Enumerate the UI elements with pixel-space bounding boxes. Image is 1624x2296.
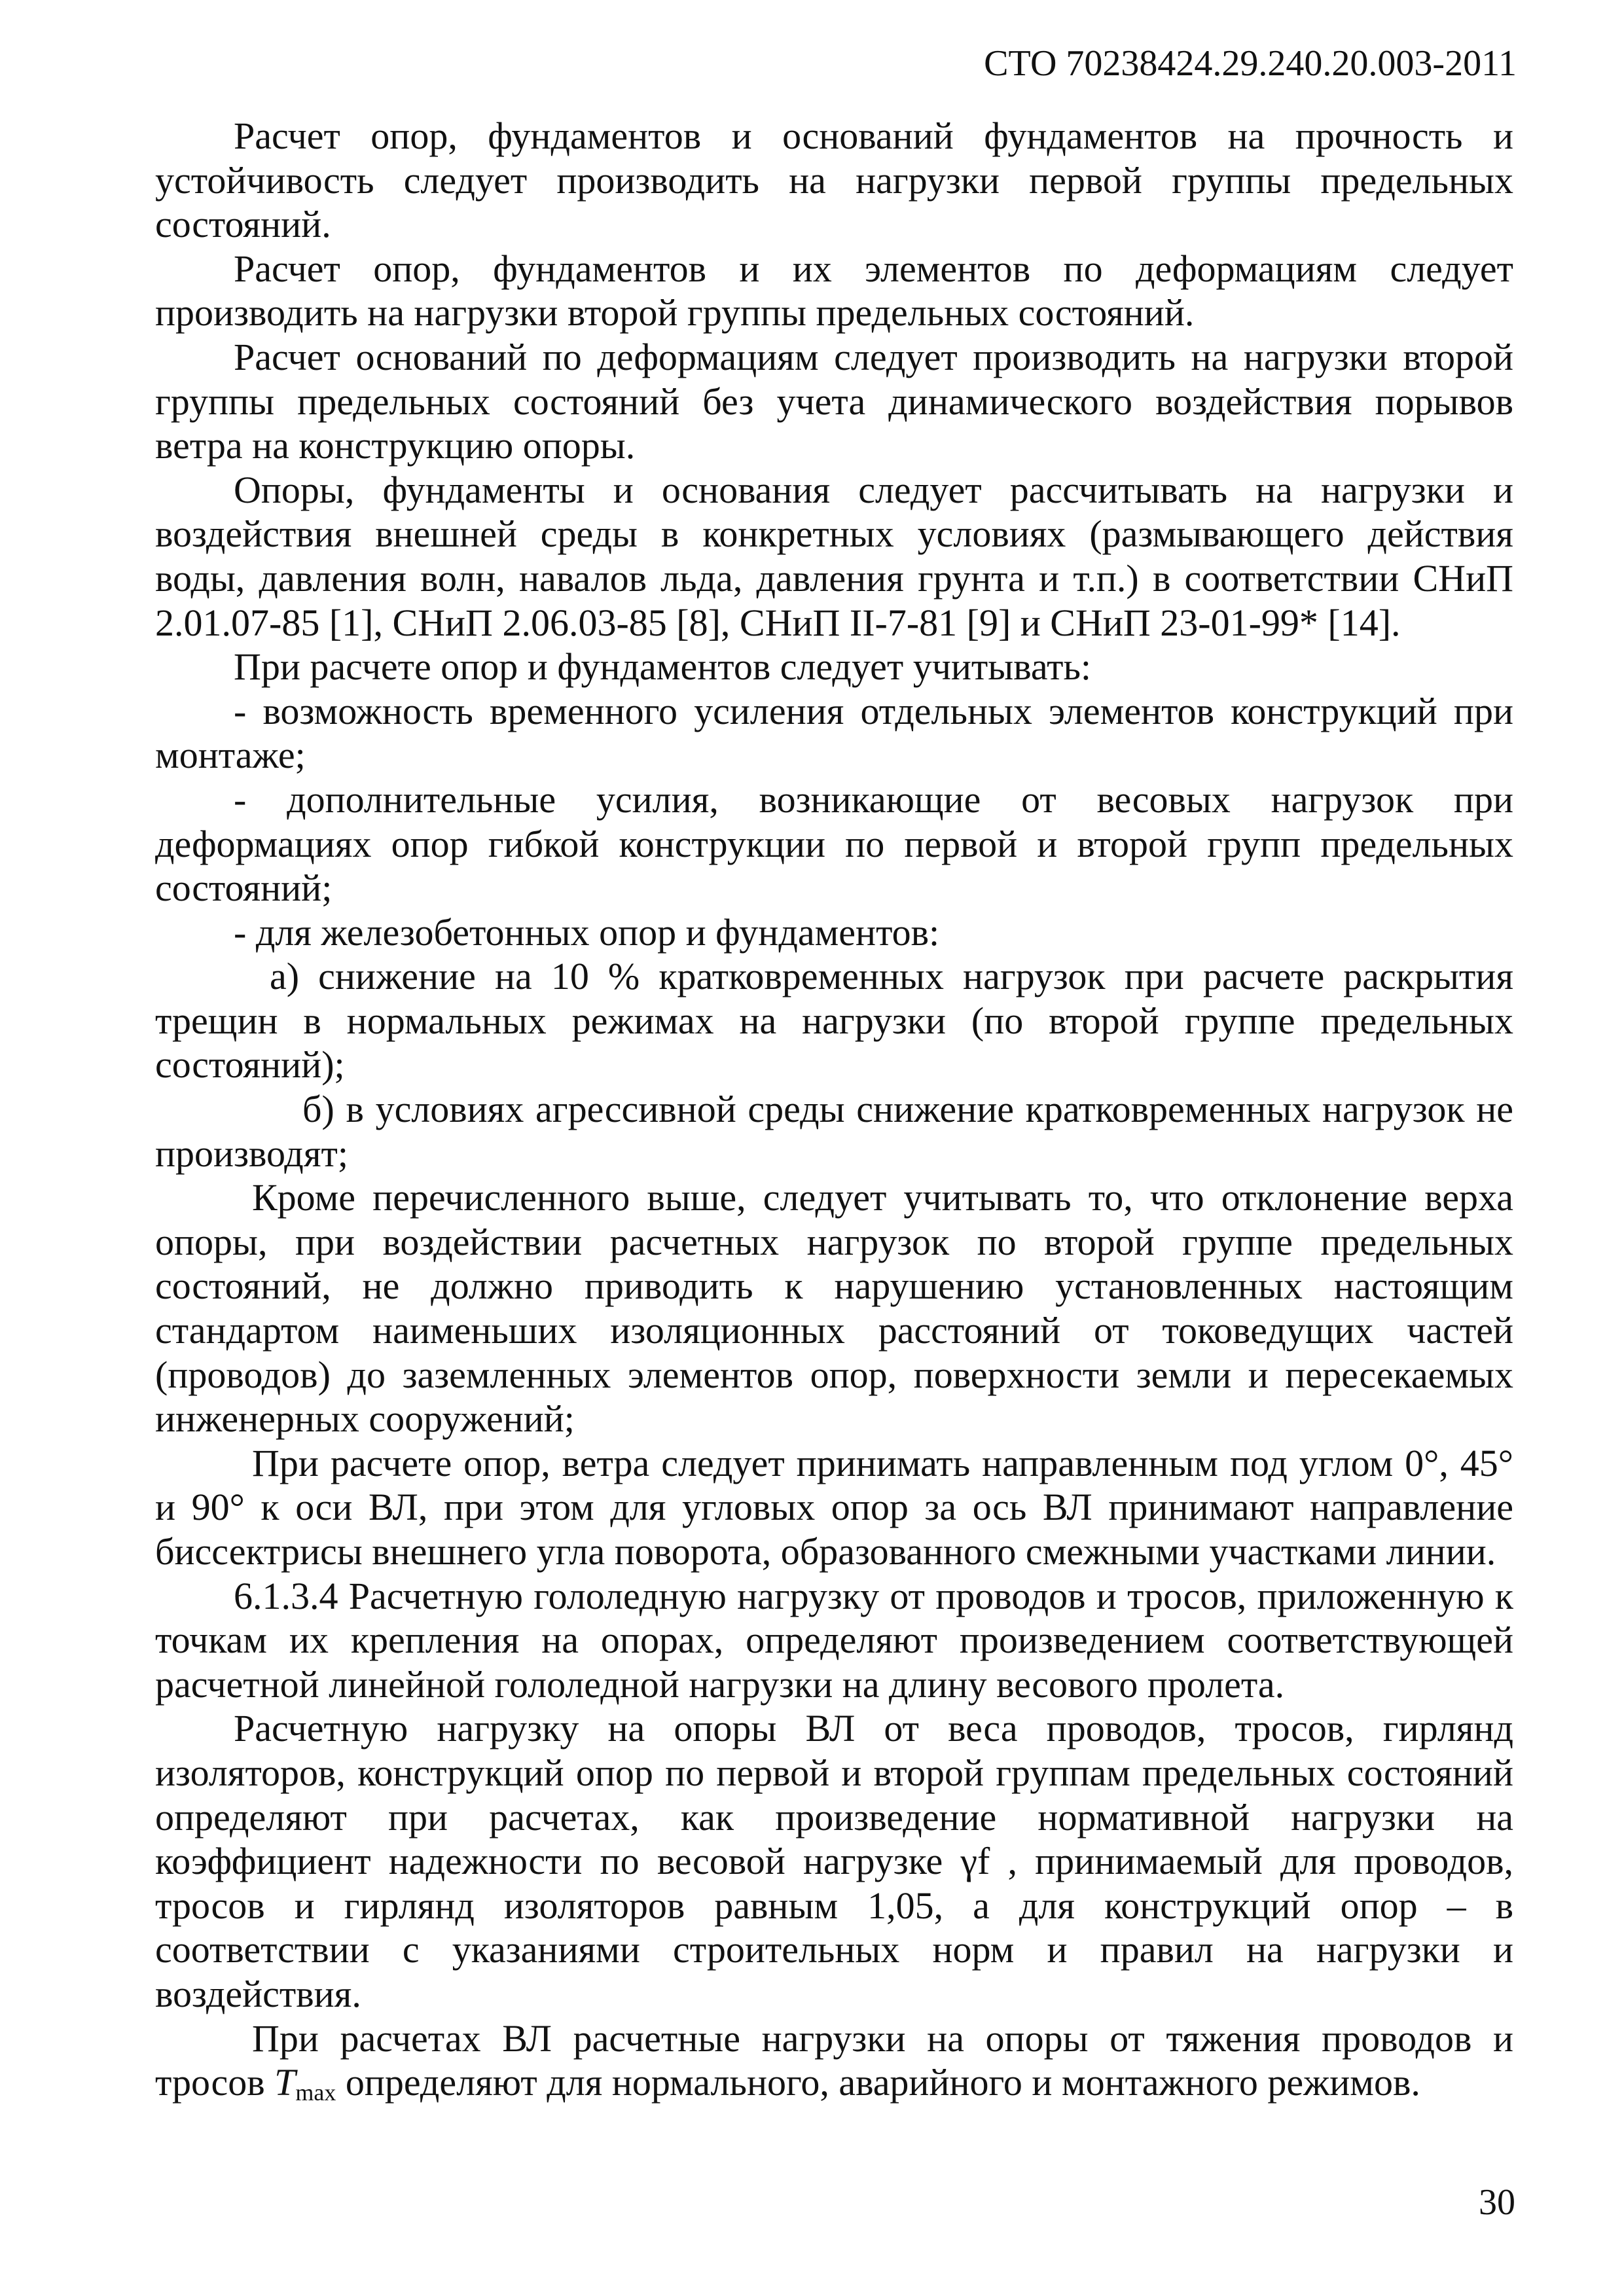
- paragraph: При расчете опор и фундаментов следует учитывать:: [234, 645, 1092, 689]
- text-run: определяют для нормального, аварийного и монтажного режимов.: [336, 2061, 1420, 2104]
- sub-list-item: б) в условиях агрессивной среды снижение кратковременных нагрузок не производят;: [155, 1088, 1513, 1175]
- page-number: 30: [1479, 2182, 1515, 2223]
- text-run: При расчетах ВЛ расчетные нагрузки на опоры от тяжения проводов и тросов: [155, 2017, 1513, 2104]
- sub-list-item: а) снижение на 10 % кратковременных нагрузок при расчете раскрытия трещин в нормальных режимах на нагрузки (по второй группе предельных состояний);: [155, 955, 1513, 1086]
- list-item: - дополнительные усилия, возникающие от весовых нагрузок при деформациях опор гибкой конструкции по первой и второй групп предельных состояний;: [155, 778, 1513, 910]
- paragraph-tension-loads: [155, 2017, 1513, 2105]
- document-code-header: СТО 70238424.29.240.20.003-2011: [984, 43, 1517, 84]
- list-item: - возможность временного усиления отдельных элементов конструкций при монтаже;: [155, 689, 1513, 777]
- paragraph: Опоры, фундаменты и основания следует рассчитывать на нагрузки и воздействия внешней среды в конкретных условиях (размывающего действия воды, давления волн, навалов льда, давления грунта и т.п.) в соответствии СНиП 2.01.07-85 [1], СНиП 2.06.03-85 [8], СНиП II-7-81 [9] и СНиП 23-01-99* [14].: [155, 468, 1513, 644]
- list-item: - для железобетонных опор и фундаментов:: [234, 910, 940, 954]
- paragraph: Кроме перечисленного выше, следует учитывать то, что отклонение верха опоры, при воздействии расчетных нагрузок по второй группе предельных состояний, не должно приводить к нарушению установленных настоящим стандартом наименьших изоляционных расстояний от токоведущих частей (проводов) до заземленных элементов опор, поверхности земли и пересекаемых инженерных сооружений;: [155, 1176, 1513, 1441]
- paragraph: Расчет опор, фундаментов и оснований фундаментов на прочность и устойчивость следует производить на нагрузки первой группы предельных состояний.: [155, 115, 1513, 246]
- paragraph: Расчет оснований по деформациям следует производить на нагрузки второй группы предельных состояний без учета динамического воздействия порывов ветра на конструкцию опоры.: [155, 335, 1513, 467]
- paragraph: 6.1.3.4 Расчетную гололедную нагрузку от проводов и тросов, приложенную к точкам их крепления на опорах, определяют произведением соответствующей расчетной линейной гололедной нагрузки на длину весового пролета.: [155, 1574, 1513, 1706]
- paragraph: При расчете опор, ветра следует принимать направленным под углом 0°, 45° и 90° к оси ВЛ, при этом для угловых опор за ось ВЛ принимают направление биссектрисы внешнего угла поворота, образованного смежными участками линии.: [155, 1441, 1513, 1573]
- paragraph: Расчетную нагрузку на опоры ВЛ от веса проводов, тросов, гирлянд изоляторов, конструкций опор по первой и второй группам предельных состояний определяют при расчетах, как произведение нормативной нагрузки на коэффициент надежности по весовой нагрузке γf , принимаемый для проводов, тросов и гирлянд изоляторов равным 1,05, а для конструкций опор – в соответствии с указаниями строительных норм и правил на нагрузки и воздействия.: [155, 1707, 1513, 2015]
- tension-symbol: T: [274, 2061, 296, 2104]
- document-body: [155, 114, 1513, 2105]
- tension-subscript: max: [295, 2079, 336, 2106]
- paragraph: Расчет опор, фундаментов и их элементов по деформациям следует производить на нагрузки второй группы предельных состояний.: [155, 247, 1513, 334]
